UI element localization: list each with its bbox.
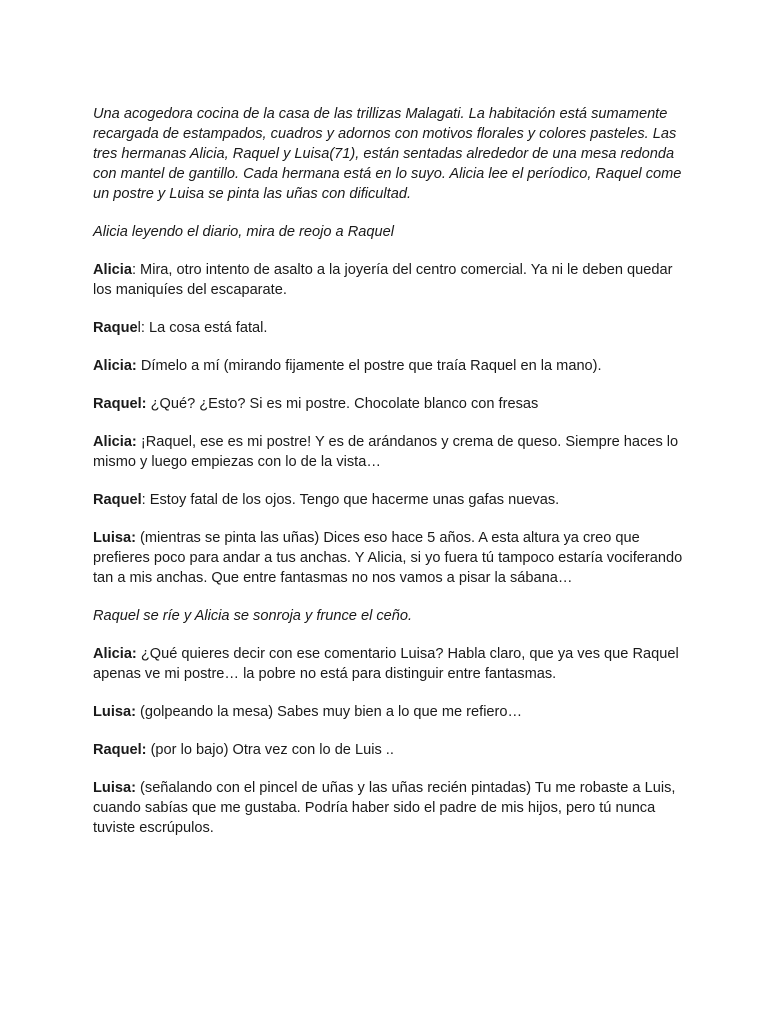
speaker-name: Alicia:	[93, 358, 137, 374]
speaker-name: Raquel	[93, 492, 142, 508]
dialogue-line	[93, 644, 683, 684]
dialogue-line	[93, 740, 683, 760]
stage-direction-intro: Una acogedora cocina de la casa de las trillizas Malagati. La habitación está sumamente recargada de estampados, cuadros y adornos con motivos florales y colores pasteles. Las tres hermanas Alicia, Raquel y Luisa(71), están sentadas alrededor de una mesa redonda con mantel de gantillo. Cada hermana está en lo suyo. Alicia lee el períodico, Raquel come un postre y Luisa se pinta las uñas con dificultad.	[93, 106, 682, 202]
dialogue-line	[93, 702, 683, 722]
dialogue-line	[93, 490, 683, 510]
dialogue-text: (golpeando la mesa) Sabes muy bien a lo que me refiero…	[135, 704, 523, 720]
dialogue-text: ¿Qué? ¿Esto? Si es mi postre. Chocolate blanco con fresas	[146, 396, 539, 412]
speaker-name: Luisa:	[93, 530, 136, 546]
dialogue-text: ¡Raquel, ese es mi postre! Y es de arándanos y crema de queso. Siempre haces lo mismo y luego empiezas con lo de la vista…	[93, 434, 679, 470]
dialogue-line	[93, 318, 683, 338]
dialogue-line	[93, 260, 683, 300]
speaker-name: Raquel:	[93, 396, 147, 412]
dialogue-text: Dímelo a mí (mirando fijamente el postre que traía Raquel en la mano).	[136, 358, 602, 374]
speaker-name: Raquel:	[93, 742, 147, 758]
speaker-name: Alicia	[93, 262, 132, 278]
dialogue-text: ¿Qué quieres decir con ese comentario Luisa? Habla claro, que ya ves que Raquel apenas ve mi postre… la pobre no está para distinguir entre fantasmas.	[93, 646, 679, 682]
dialogue-line	[93, 778, 683, 838]
dialogue-text: : Estoy fatal de los ojos. Tengo que hacerme unas gafas nuevas.	[141, 492, 560, 508]
dialogue-line	[93, 394, 683, 414]
speaker-name: Alicia:	[93, 434, 137, 450]
dialogue-line	[93, 528, 683, 588]
dialogue-line	[93, 432, 683, 472]
dialogue-text: (señalando con el pincel de uñas y las uñas recién pintadas) Tu me robaste a Luis, cuando sabías que me gustaba. Podría haber sido el padre de mis hijos, pero tú nunca tuviste escrúpulos.	[93, 780, 676, 836]
dialogue-text: (mientras se pinta las uñas) Dices eso hace 5 años. A esta altura ya creo que prefieres poco para andar a tus anchas. Y Alicia, si yo fuera tú tampoco estaría vociferando tan a mis anchas. Que entre fantasmas no nos vamos a pisar la sábana…	[93, 530, 683, 586]
script-page	[93, 104, 683, 856]
speaker-name: Luisa:	[93, 704, 136, 720]
stage-direction: Raquel se ríe y Alicia se sonroja y frunce el ceño.	[93, 608, 413, 624]
dialogue-text: (por lo bajo) Otra vez con lo de Luis ..	[146, 742, 394, 758]
dialogue-text: : Mira, otro intento de asalto a la joyería del centro comercial. Ya ni le deben quedar los maniquíes del escaparate.	[93, 262, 673, 298]
dialogue-text: l: La cosa está fatal.	[137, 320, 268, 336]
dialogue-line	[93, 356, 683, 376]
speaker-name: Luisa:	[93, 780, 136, 796]
speaker-name: Alicia:	[93, 646, 137, 662]
speaker-name: Raque	[93, 320, 138, 336]
stage-direction: Alicia leyendo el diario, mira de reojo a Raquel	[93, 224, 394, 240]
